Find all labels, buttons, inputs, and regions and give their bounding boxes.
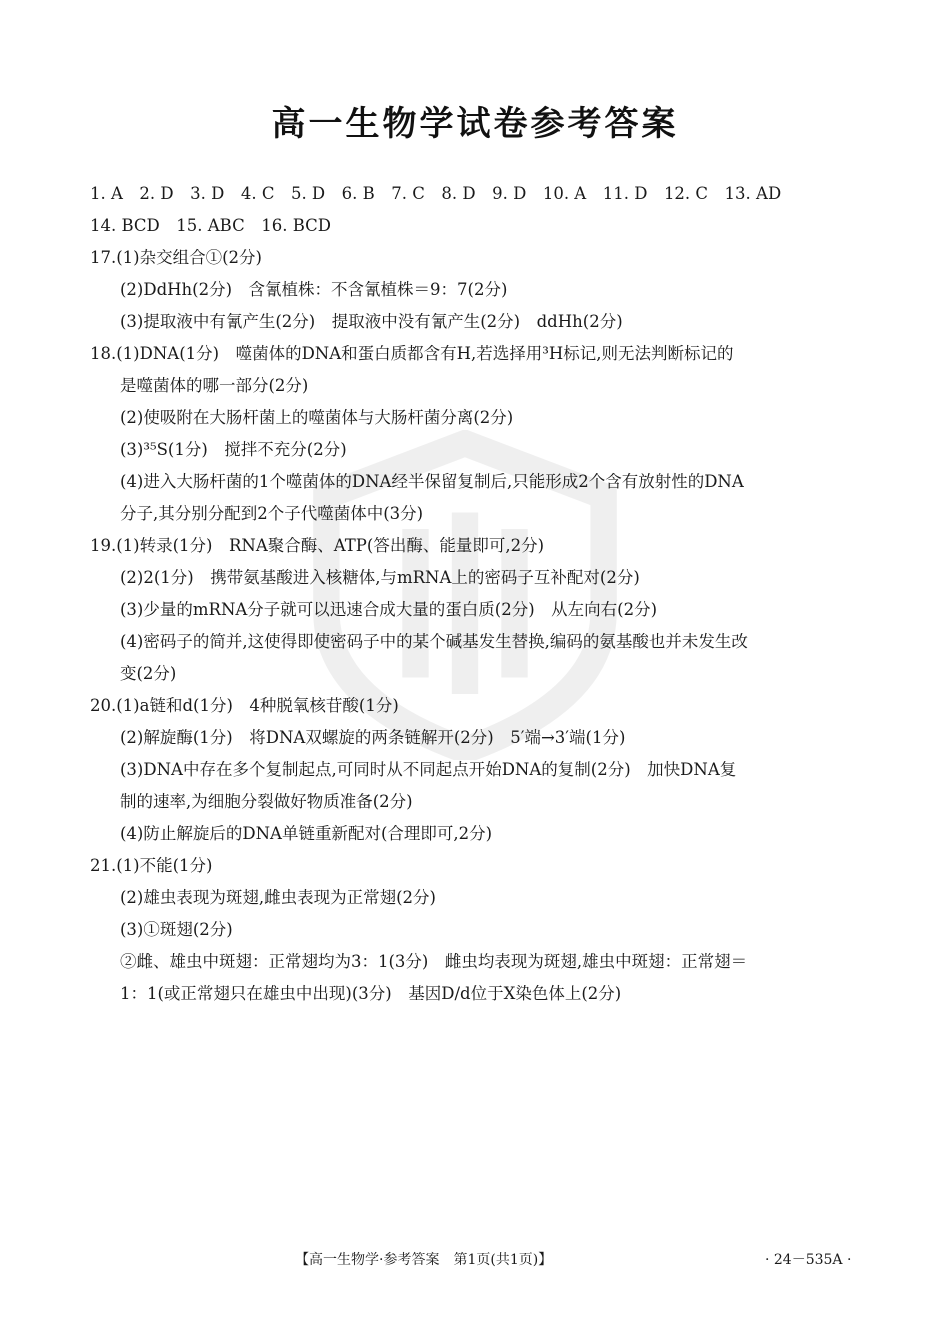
answer-line: (2)解旋酶(1分) 将DNA双螺旋的两条链解开(2分) 5′端→3′端(1分) [120,728,626,747]
answer-line: 14. BCD 15. ABC 16. BCD [90,216,331,235]
page-title: 高一生物学试卷参考答案 [271,104,679,144]
answer-line: 21.(1)不能(1分) [90,856,213,875]
answer-line: (2)2(1分) 携带氨基酸进入核糖体,与mRNA上的密码子互补配对(2分) [120,568,640,587]
answer-line: 分子,其分别分配到2个子代噬菌体中(3分) [120,504,424,523]
answer-line: 18.(1)DNA(1分) 噬菌体的DNA和蛋白质都含有H,若选择用³H标记,则无法判断标记的 [90,344,734,363]
answer-line: (3)①斑翅(2分) [120,920,233,939]
answer-line: 制的速率,为细胞分裂做好物质准备(2分) [120,792,413,811]
answer-line: (2)DdHh(2分) 含氰植株：不含氰植株＝9：7(2分) [120,280,508,299]
answer-line: ②雌、雄虫中斑翅：正常翅均为3：1(3分) 雌虫均表现为斑翅,雄虫中斑翅：正常翅＝ [120,952,748,971]
answer-line: (3)DNA中存在多个复制起点,可同时从不同起点开始DNA的复制(2分) 加快DNA复 [120,760,737,779]
answer-line: 17.(1)杂交组合①(2分) [90,248,262,267]
answer-line: (2)雄虫表现为斑翅,雌虫表现为正常翅(2分) [120,888,436,907]
answer-line: (4)密码子的简并,这使得即使密码子中的某个碱基发生替换,编码的氨基酸也并未发生改 [120,632,748,651]
answer-line: (3)³⁵S(1分) 搅拌不充分(2分) [120,440,347,459]
footer-page-info: 【高一生物学·参考答案 第1页(共1页)】 [295,1252,553,1268]
answer-line: 1：1(或正常翅只在雄虫中出现)(3分) 基因D/d位于X染色体上(2分) [120,984,622,1003]
answer-line: 变(2分) [120,664,177,683]
answer-line: 19.(1)转录(1分) RNA聚合酶、ATP(答出酶、能量即可,2分) [90,536,544,555]
answer-line: (3)少量的mRNA分子就可以迅速合成大量的蛋白质(2分) 从左向右(2分) [120,600,658,619]
answer-line: (4)防止解旋后的DNA单链重新配对(合理即可,2分) [120,824,493,843]
answer-list [90,178,865,1010]
answer-line: (2)使吸附在大肠杆菌上的噬菌体与大肠杆菌分离(2分) [120,408,514,427]
answer-line: 20.(1)a链和d(1分) 4种脱氧核苷酸(1分) [90,696,399,715]
footer-code: · 24－535A · [765,1252,852,1268]
answer-line: (4)进入大肠杆菌的1个噬菌体的DNA经半保留复制后,只能形成2个含有放射性的DNA [120,472,744,491]
answer-line: (3)提取液中有氰产生(2分) 提取液中没有氰产生(2分) ddHh(2分) [120,312,623,331]
answer-line: 是噬菌体的哪一部分(2分) [120,376,309,395]
answer-line: 1. A 2. D 3. D 4. C 5. D 6. B 7. C 8. D 9. D 10. A 11. D 12. C 13. AD [90,184,782,203]
